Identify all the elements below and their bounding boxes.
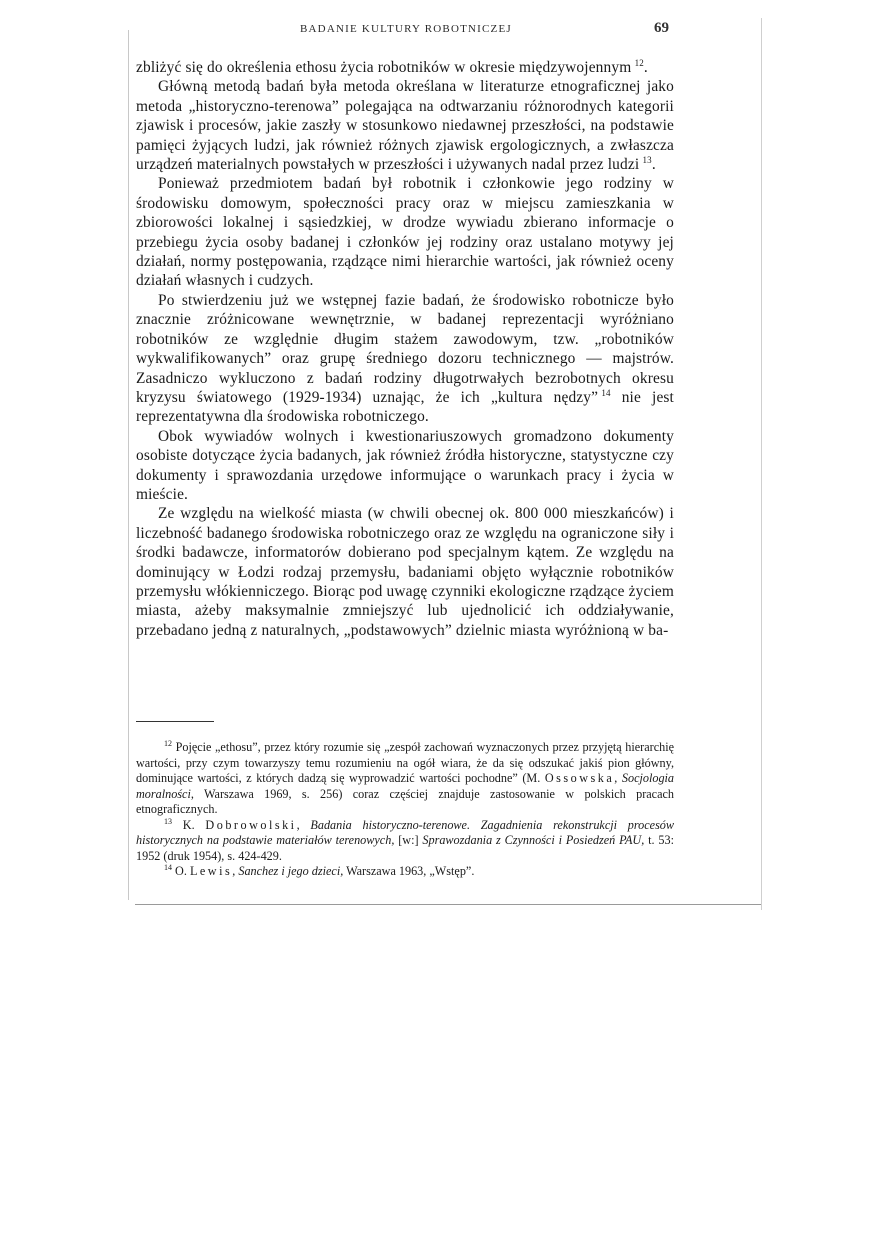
paragraph-text: zbliżyć się do określenia ethosu życia robotników w okresie międzywojennym — [136, 59, 632, 76]
scan-edge-bottom — [135, 904, 761, 905]
paragraph-tail: . — [643, 59, 648, 76]
scan-edge-right — [761, 18, 762, 910]
footnotes — [136, 740, 674, 880]
footnote-number: 14 — [164, 862, 172, 872]
footnote-author: Dobrowolski — [205, 817, 297, 832]
footnote-author: Ossowska — [544, 771, 615, 785]
footnote-number: 13 — [164, 816, 172, 826]
paragraph-5 — [136, 427, 674, 505]
footnote-title: Badania historyczno-terenowe. Zagadnienia rekonstrukcji procesów historycznych na podstawie materiałów terenowych, — [136, 817, 675, 847]
paragraph-tail: nie jest reprezentatywna dla środowiska robotniczego. — [136, 388, 674, 426]
footnote-rest: Warszawa 1963, „Wstęp”. — [343, 864, 475, 878]
paragraph-1 — [136, 58, 674, 77]
footnote-author: Lewis — [189, 864, 233, 878]
footnote-rest: , Warszawa 1969, s. 256) coraz częściej znajduje zastosowanie w polskich pracach etnograficznych. — [136, 786, 674, 816]
paragraph-text: Ponieważ przedmiotem badań był robotnik i członkowie jego rodziny w środowisku domowym, społeczności pracy oraz w miejscu zamieszkania w zbiorowości lokalnej i sąsiedzkiej, w drodze wywiadu zbierano informacje o przebiegu życia osoby badanej i członków jej rodziny oraz ustalano motywy jej działań, normy postępowania, rządzące nimi hierarchie wartości, jak również oceny działań własnych i cudzych. — [136, 175, 674, 290]
page-number: 69 — [654, 20, 669, 36]
paragraph-4 — [136, 291, 674, 427]
paragraph-tail: . — [651, 156, 656, 174]
footnote-prefix: O. — [175, 864, 187, 878]
paragraph-text: Obok wywiadów wolnych i kwestionariuszowych gromadzono dokumenty osobiste dotyczące życia badanych, jak również źródła historyczne, statystyczne czy dokumenty i sprawozdania urzędowe informujące o warunkach pracy i życia w mieście. — [136, 427, 674, 503]
body-text — [136, 58, 674, 640]
paragraph-3 — [136, 174, 674, 290]
footnote-source: Sprawozdania z Czynności i Posiedzeń PAU, — [422, 833, 645, 847]
footnote-title: Socjologia moralności — [136, 771, 675, 801]
footnote-14: $^{14}$ O. Lewis, Sanchez i jego dzieci, Warszawa 1963, „Wstęp”. — [164, 862, 475, 878]
footnote-rest: t. 53: 1952 (druk 1954), s. 424-429. — [136, 833, 674, 863]
footnote-ref-13: 13 — [642, 154, 652, 165]
footnote-prefix: K. — [182, 817, 195, 832]
footnote-12: $^{12}$ Pojęcie „ethosu”, przez który rozumie się „zespół zachowań wyznaczonych przez przyjętą hierarchię wartości, przy czym towarzyszy temu rozumieniu na ogół wiara, że da się odszukać jakiś pion główny, dominujące wartości, z których dadzą się wyprowadzić wartości pochodne” (M. Ossowska, Socjologia moralności, Warszawa 1969, s. 256) coraz częściej znajduje zastosowanie w polskich pracach etnograficznych. — [136, 738, 675, 816]
footnote-rule — [136, 721, 214, 722]
running-head: BADANIE KULTURY ROBOTNICZEJ — [300, 23, 512, 35]
paragraph-text: Główną metodą badań była metoda określana w literaturze etnograficznej jako metoda „historyczno-terenowa” polegająca na odtwarzaniu różnorodnych kategorii zjawisk i procesów, jakie zaszły w stosunkowo niedawnej przeszłości, na podstawie pamięci żyjących ludzi, jak również różnych zjawisk ergologicznych, a zwłaszcza urządzeń materialnych powstałych w przeszłości i używanych nadal przez ludzi — [136, 78, 674, 174]
paragraph-2 — [136, 77, 674, 174]
paragraph-text: Po stwierdzeniu już we wstępnej fazie badań, że środowisko robotnicze było znacznie zróżnicowane wewnętrznie, w badanej reprezentacji wyróżniano robotników ze względnie długim stażem zawodowym, tzw. „robotników wykwalifikowanych” oraz grupę średniego dozoru technicznego — majstrów. Zasadniczo wykluczono z badań rodziny długotrwałych bezrobotnych okresu kryzysu światowego (1929-1934) uznając, że ich „kultura nędzy” — [136, 291, 674, 406]
footnote-ref-12: 12 — [634, 57, 644, 68]
scan-edge-left — [128, 30, 129, 900]
footnote-13: $^{13}$ K. Dobrowolski, Badania historyczno-terenowe. Zagadnienia rekonstrukcji procesów historycznych na podstawie materiałów terenowych, [w:] Sprawozdania z Czynności i Posiedzeń PAU, t. 53: 1952 (druk 1954), s. 424-429. — [136, 816, 675, 863]
footnote-title: Sanchez i jego dzieci, — [238, 864, 344, 878]
footnote-mid: [w:] — [394, 833, 423, 847]
footnote-text: Pojęcie „ethosu”, przez który rozumie się „zespół zachowań wyznaczonych przez przyjętą hierarchię wartości, przy czym towarzyszy temu rozumieniu na ogół wiara, że da się odszukać jakiś pion główny, dominujące wartości, z których dadzą się wyprowadzić wartości pochodne” (M. — [136, 740, 675, 785]
paragraph-text: Ze względu na wielkość miasta (w chwili obecnej ok. 800 000 mieszkańców) i liczebność badanego środowiska robotniczego oraz ze względu na ograniczone siły i środki badawcze, informatorów dobierano pod specjalnym kątem. Ze względu na dominujący w Łodzi rodzaj przemysłu, badaniami objęto wyłącznie robotników przemysłu włókienniczego. Biorąc pod uwagę czynniki ekologiczne rządzące życiem miasta, ażeby maksymalnie zmniejszyć lub ujednolicić ich oddziaływanie, przebadano jedną z naturalnych, „podstawowych” dzielnic miasta wyróżnioną w ba- — [136, 505, 674, 639]
footnote-number: 12 — [164, 738, 172, 748]
paragraph-6 — [136, 504, 674, 640]
footnote-ref-14: 14 — [601, 387, 611, 398]
